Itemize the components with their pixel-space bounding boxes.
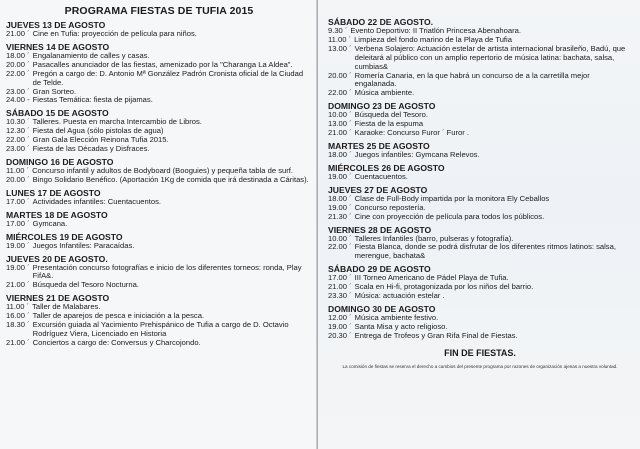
day-block bbox=[328, 304, 632, 341]
event-row bbox=[6, 30, 312, 39]
event-time: 22.00 ´ bbox=[328, 88, 352, 98]
event-description: Bingo Solidario Benéfico. (Aportación 1Kg de comida que irá destinada a Cáritas). bbox=[32, 174, 309, 184]
event-description: Romería Canaria, en la que habrá un concurso de a la carretilla mejor engalanada. bbox=[354, 70, 590, 89]
day-title: JUEVES 13 DE AGOSTO bbox=[6, 20, 106, 30]
event-description: Gran Sorteo. bbox=[32, 86, 77, 96]
event-time: 16.00 ´ bbox=[6, 311, 30, 321]
event-time: 20.00 ´ bbox=[6, 59, 30, 69]
event-time: 21.00 ´ bbox=[6, 280, 30, 290]
event-time: 20.30 ´ bbox=[328, 330, 352, 340]
day-block bbox=[6, 188, 312, 207]
event-time: 21.00 ´ bbox=[328, 282, 352, 292]
event-row bbox=[6, 70, 312, 88]
event-description: Fiestas Temática: fiesta de pijamas. bbox=[32, 95, 153, 105]
event-description: Presentación concurso fotografías e inicio de los diferentes torneos: ronda, Play FifA&. bbox=[32, 262, 302, 281]
day-title: SÁBADO 22 DE AGOSTO. bbox=[328, 17, 434, 27]
day-block bbox=[328, 17, 632, 98]
day-title: JUEVES 20 DE AGOSTO. bbox=[6, 253, 108, 264]
event-time: 18.00 ´ bbox=[6, 50, 30, 60]
event-description: Gran Gala Elección Reinona Tufia 2015. bbox=[32, 135, 169, 145]
event-time: 13.00 ´ bbox=[328, 119, 352, 129]
event-row bbox=[328, 243, 632, 261]
event-description: Actividades infantiles: Cuentacuentos. bbox=[32, 196, 161, 206]
event-time: 21.00 ´ bbox=[328, 128, 352, 138]
event-time: 19.00 ´ bbox=[6, 240, 30, 250]
event-description: Fiesta Blanca, donde se podrá disfrutar de los diferentes ritmos latinos: salsa, merengue, bachata& bbox=[354, 242, 616, 261]
day-title: JUEVES 27 DE AGOSTO bbox=[328, 184, 428, 195]
event-description: Evento Deportivo: II Triatlón Princesa Abenahoara. bbox=[350, 26, 521, 35]
event-time: 22.00 ´ bbox=[6, 135, 30, 145]
event-time: 22.00 ´ bbox=[6, 68, 30, 78]
event-description: Búsqueda del Tesoro Nocturna. bbox=[32, 280, 139, 290]
event-description: Entrega de Trofeos y Gran Rifa Final de Fiestas. bbox=[354, 330, 518, 340]
day-block bbox=[328, 264, 632, 301]
event-time: 17.00 ´ bbox=[6, 196, 30, 206]
event-row bbox=[6, 198, 312, 207]
event-time: 21.00 ´ bbox=[6, 29, 30, 38]
event-row bbox=[6, 96, 312, 105]
event-time: 12.30 ´ bbox=[6, 126, 30, 136]
event-time: 18.30 ´ bbox=[6, 320, 30, 330]
day-title: DOMINGO 23 DE AGOSTO bbox=[328, 101, 436, 112]
event-description: Búsqueda del Tesoro. bbox=[354, 110, 428, 120]
event-description: Fiesta del Agua (sólo pistolas de agua) bbox=[32, 126, 164, 136]
event-time: 20.00 ´ bbox=[328, 70, 352, 80]
day-block bbox=[328, 141, 632, 160]
event-time: 10.00 ´ bbox=[328, 110, 352, 120]
event-row bbox=[6, 176, 312, 185]
event-row bbox=[328, 173, 632, 182]
event-time: 17.00 ´ bbox=[6, 218, 30, 228]
right-schedule bbox=[328, 17, 632, 341]
event-row bbox=[328, 292, 632, 301]
day-block bbox=[328, 163, 632, 182]
event-row bbox=[328, 213, 632, 222]
day-block bbox=[328, 185, 632, 222]
day-title: VIERNES 14 DE AGOSTO bbox=[6, 41, 110, 52]
event-description: Cuentacuentos. bbox=[354, 171, 408, 181]
event-time: 11.00 ´ bbox=[6, 302, 30, 312]
event-description: Verbena Solajero: Actuación estelar de artista internacional brasileño, Badú, que deleitará al público con un amplio repertorio de música latina: bachata, salsa, cumbias& bbox=[354, 43, 626, 71]
event-description: Santa Misa y acto religioso. bbox=[354, 321, 448, 331]
day-title: MARTES 25 DE AGOSTO bbox=[328, 140, 430, 151]
event-description: Juegos Infantiles: Paracaídas. bbox=[32, 240, 135, 250]
day-title: MIÉRCOLES 19 DE AGOSTO bbox=[6, 231, 123, 242]
event-description: Cine en Tufia: proyección de película para niños. bbox=[32, 29, 197, 38]
day-block bbox=[6, 210, 312, 229]
day-block bbox=[328, 101, 632, 138]
event-description: Taller de Malabares. bbox=[32, 302, 101, 312]
event-time: 23.00 ´ bbox=[6, 144, 30, 154]
event-row bbox=[328, 89, 632, 98]
event-description: Taller de aparejos de pesca e iniciación a la pesca. bbox=[32, 311, 205, 321]
event-row bbox=[6, 339, 312, 348]
event-time: 11.00 ´ bbox=[328, 34, 352, 44]
event-row bbox=[6, 220, 312, 229]
event-description: Excursión guiada al Yacimiento Prehispánico de Tufia a cargo de D. Octavio Rodríguez Viera, Licenciado en Historia bbox=[32, 320, 289, 338]
day-block bbox=[6, 254, 312, 291]
event-time: 18.00 ´ bbox=[328, 193, 352, 203]
day-block bbox=[6, 42, 312, 105]
event-time: 13.00 ´ bbox=[328, 43, 352, 53]
event-time: 19.00 ´ bbox=[328, 202, 352, 212]
event-description: Música ambiente. bbox=[354, 88, 415, 98]
left-page bbox=[0, 0, 318, 449]
event-time: 19.00 ´ bbox=[328, 321, 352, 331]
day-block bbox=[6, 108, 312, 154]
day-title: MIÉRCOLES 26 DE AGOSTO bbox=[328, 162, 445, 173]
event-time: 10.30 ´ bbox=[6, 117, 30, 127]
event-description: Talleres. Puesta en marcha Intercambio de Libros. bbox=[32, 117, 202, 127]
event-row bbox=[328, 72, 632, 90]
event-row bbox=[6, 145, 312, 154]
day-title: DOMINGO 16 DE AGOSTO bbox=[6, 156, 114, 167]
event-description: III Torneo Americano de Pádel Playa de Tufia. bbox=[354, 273, 509, 283]
event-row bbox=[6, 281, 312, 290]
footnote: La comisión de fiestas se reserva el derecho a cambios del presente programa por razones de organización ajenas a nuestra voluntad. bbox=[342, 363, 618, 369]
event-description: Pasacalles anunciador de las fiestas, amenizado por la "Charanga La Aldea". bbox=[32, 59, 293, 69]
event-time: 11.00 ´ bbox=[6, 165, 30, 175]
event-time: 23.00 ´ bbox=[6, 86, 30, 96]
event-description: Fiesta de la espuma bbox=[354, 119, 424, 129]
day-block bbox=[328, 225, 632, 262]
event-row bbox=[328, 129, 632, 138]
program-title: PROGRAMA FIESTAS DE TUFIA 2015 bbox=[64, 5, 254, 17]
event-description: Música ambiente festivo. bbox=[354, 312, 439, 322]
event-description: Concurso repostería. bbox=[354, 202, 426, 212]
end-title: FIN DE FIESTAS. bbox=[444, 347, 516, 358]
event-time: 10.00 ´ bbox=[328, 233, 352, 243]
event-description: Cine con proyección de película para todos los públicos. bbox=[354, 211, 545, 221]
day-title: MARTES 18 DE AGOSTO bbox=[6, 209, 108, 220]
event-description: Concurso infantil y adultos de Bodyboard (Booguies) y pequeña tabla de surf. bbox=[32, 165, 293, 175]
event-description: Engalanamiento de calles y casas. bbox=[32, 50, 150, 60]
day-title: SÁBADO 29 DE AGOSTO bbox=[328, 264, 431, 275]
event-description: Conciertos a cargo de: Conversus y Charcojondo. bbox=[32, 337, 201, 347]
event-time: 23.30 ´ bbox=[328, 291, 352, 301]
left-schedule bbox=[6, 20, 312, 348]
event-description: Pregón a cargo de: D. Antonio Mª González Padrón Cronista oficial de la Ciudad de Telde. bbox=[32, 68, 304, 87]
event-description: Música: actuación estelar . bbox=[354, 291, 445, 301]
event-description: Gymcana. bbox=[32, 218, 68, 228]
event-description: Juegos infantiles: Gymcana Relevos. bbox=[354, 149, 480, 159]
event-description: Clase de Full-Body impartida por la monitora Ely Ceballos bbox=[354, 193, 550, 203]
event-time: 22.00 ´ bbox=[328, 242, 352, 252]
event-time: 18.00 ´ bbox=[328, 149, 352, 159]
day-block bbox=[6, 20, 312, 39]
event-time: 24.00 - bbox=[6, 95, 30, 105]
event-description: Talleres Infantiles (barro, pulseras y fotografía). bbox=[354, 233, 514, 243]
event-description: Limpieza del fondo marino de la Playa de Tufia bbox=[354, 34, 512, 44]
event-description: Fiesta de las Décadas y Disfraces. bbox=[32, 144, 150, 154]
day-title: DOMINGO 30 DE AGOSTO bbox=[328, 303, 436, 314]
day-title: LUNES 17 DE AGOSTO bbox=[6, 187, 101, 198]
event-row bbox=[328, 151, 632, 160]
event-time: 21.30 ´ bbox=[328, 211, 352, 221]
event-row bbox=[328, 332, 632, 341]
event-time: 20.00 ´ bbox=[6, 174, 30, 184]
event-time: 21.00 ´ bbox=[6, 337, 30, 347]
event-row bbox=[6, 264, 312, 282]
event-time: 19.00 ´ bbox=[328, 171, 352, 181]
event-row bbox=[328, 45, 632, 72]
event-description: Scala en Hi-fi, protagonizada por los niños del barrio. bbox=[354, 282, 534, 292]
event-time: 12.00 ´ bbox=[328, 312, 352, 322]
day-title: VIERNES 28 DE AGOSTO bbox=[328, 224, 432, 235]
event-time: 19.00 ´ bbox=[6, 262, 30, 272]
day-title: SÁBADO 15 DE AGOSTO bbox=[6, 108, 109, 119]
day-block bbox=[6, 293, 312, 348]
event-description: Karaoke: Concurso Furor ´ Furor . bbox=[354, 128, 470, 138]
event-row bbox=[6, 321, 312, 339]
event-row bbox=[6, 242, 312, 251]
day-title: VIERNES 21 DE AGOSTO bbox=[6, 293, 110, 304]
day-block bbox=[6, 157, 312, 185]
event-time: 9.30 ´ bbox=[328, 26, 348, 35]
day-block bbox=[6, 232, 312, 251]
event-time: 17.00 ´ bbox=[328, 273, 352, 283]
right-page bbox=[318, 0, 640, 449]
